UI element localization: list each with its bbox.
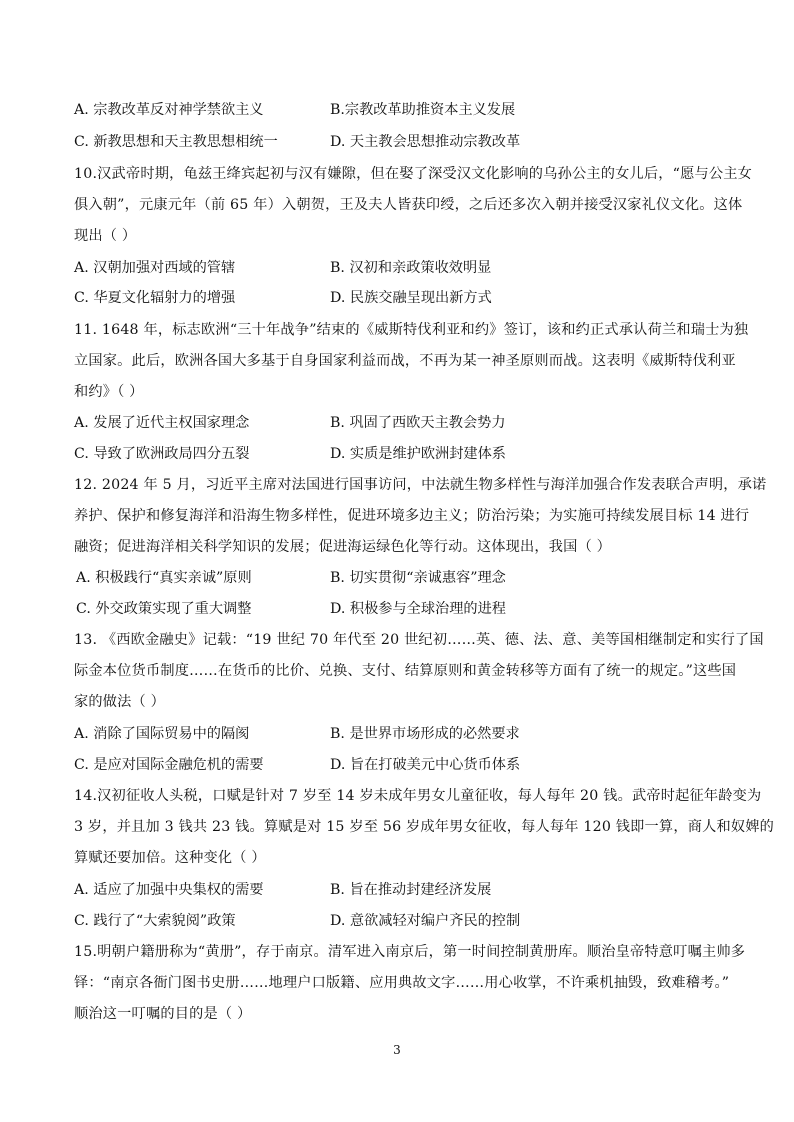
q9-option-a: A. 宗教改革反对神学禁欲主义 — [74, 102, 264, 118]
q9-option-b: B.宗教改革助推资本主义发展 — [330, 102, 516, 118]
q14-option-b: B. 旨在推动封建经济发展 — [330, 882, 492, 898]
q12-stem-line-3: 融资；促进海洋相关科学知识的发展；促进海运绿色化等行动。这体现出，我国（ ） — [74, 539, 612, 555]
q13-option-c: C. 是应对国际金融危机的需要 — [74, 757, 264, 773]
q12-option-a: A. 积极践行“真实亲诚”原则 — [76, 570, 252, 586]
q10-option-c: C. 华夏文化辐射力的增强 — [74, 290, 236, 306]
q10-stem-line-3: 现出（ ） — [74, 228, 137, 244]
q11-option-d: D. 实质是维护欧洲封建体系 — [330, 446, 506, 462]
q13-option-b: B. 是世界市场形成的必然要求 — [330, 726, 520, 742]
q14-stem-line-1: 14.汉初征收人头税，口赋是针对 7 岁至 14 岁未成年男女儿童征收，每人每年 20 钱。武帝时起征年龄变为 — [74, 788, 762, 804]
q10-option-a: A. 汉朝加强对西域的管辖 — [74, 260, 236, 276]
q14-option-a: A. 适应了加强中央集权的需要 — [74, 882, 264, 898]
q9-option-d: D. 天主教会思想推动宗教改革 — [330, 134, 521, 150]
q10-stem-line-1: 10.汉武帝时期，龟兹王绛宾起初与汉有嫌隙，但在娶了深受汉文化影响的乌孙公主的女儿后，“愿与公主女 — [74, 166, 753, 182]
q12-stem-line-2: 养护、保护和修复海洋和沿海生物多样性，促进环境多边主义；防治污染；为实施可持续发展目标 14 进行 — [74, 508, 750, 524]
q14-stem-line-2: 3 岁，并且加 3 钱共 23 钱。算赋是对 15 岁至 56 岁成年男女征收，每人每年 120 钱即一算，商人和奴婢的 — [74, 819, 775, 835]
q15-stem-line-1: 15.明朝户籍册称为“黄册”，存于南京。清军进入南京后，第一时间控制黄册库。顺治皇帝特意叮嘱主帅多 — [74, 944, 746, 960]
q13-stem-line-1: 13. 《西欧金融史》记载：“19 世纪 70 年代至 20 世纪初……英、德、法、意、美等国相继制定和实行了国 — [74, 632, 764, 648]
q11-option-c: C. 导致了欧洲政局四分五裂 — [74, 446, 250, 462]
q9-option-c: C. 新教思想和天主教思想相统一 — [74, 134, 278, 150]
q15-stem-line-2: 铎：“南京各衙门图书史册……地理户口版籍、应用典故文字……用心收掌，不许乘机抽毁，致难稽考。” — [74, 975, 730, 991]
q13-option-a: A. 消除了国际贸易中的隔阂 — [74, 726, 250, 742]
q12-option-c: C. 外交政策实现了重大调整 — [76, 601, 252, 617]
q12-stem-line-1: 12. 2024 年 5 月，习近平主席对法国进行国事访问，中法就生物多样性与海洋加强合作发表联合声明，承诺 — [74, 477, 767, 493]
q11-stem-line-2: 立国家。此后，欧洲各国大多基于自身国家利益而战，不再为某一神圣原则而战。这表明《威斯特伐利亚 — [74, 353, 736, 369]
q15-stem-line-3: 顺治这一叮嘱的目的是（ ） — [74, 1006, 252, 1022]
q10-option-d: D. 民族交融呈现出新方式 — [330, 290, 492, 306]
q11-stem-line-3: 和约》（ ） — [74, 384, 144, 400]
q13-stem-line-2: 际金本位货币制度……在货币的比价、兑换、支付、结算原则和黄金转移等方面有了统一的规定。”这些国 — [74, 663, 737, 679]
q14-option-d: D. 意欲减轻对编户齐民的控制 — [330, 913, 521, 929]
q12-option-d: D. 积极参与全球治理的进程 — [330, 601, 506, 617]
q14-option-c: C. 践行了“大索貌阅”政策 — [74, 913, 236, 929]
q12-option-b: B. 切实贯彻“亲诚惠容”理念 — [330, 570, 506, 586]
q11-option-a: A. 发展了近代主权国家理念 — [74, 415, 250, 431]
q13-option-d: D. 旨在打破美元中心货币体系 — [330, 757, 521, 773]
page-number: 3 — [393, 1043, 401, 1057]
q10-option-b: B. 汉初和亲政策收效明显 — [330, 260, 492, 276]
q14-stem-line-3: 算赋还要加倍。这种变化（ ） — [74, 850, 266, 866]
q11-stem-line-1: 11. 1648 年，标志欧洲“三十年战争”结束的《威斯特伐利亚和约》签订，该和约正式承认荷兰和瑞士为独 — [74, 322, 749, 338]
q13-stem-line-3: 家的做法（ ） — [74, 694, 166, 710]
q10-stem-line-2: 俱入朝”，元康元年（前 65 年）入朝贺，王及夫人皆获印绶，之后还多次入朝并接受汉家礼仪文化。这体 — [74, 197, 743, 213]
q11-option-b: B. 巩固了西欧天主教会势力 — [330, 415, 506, 431]
